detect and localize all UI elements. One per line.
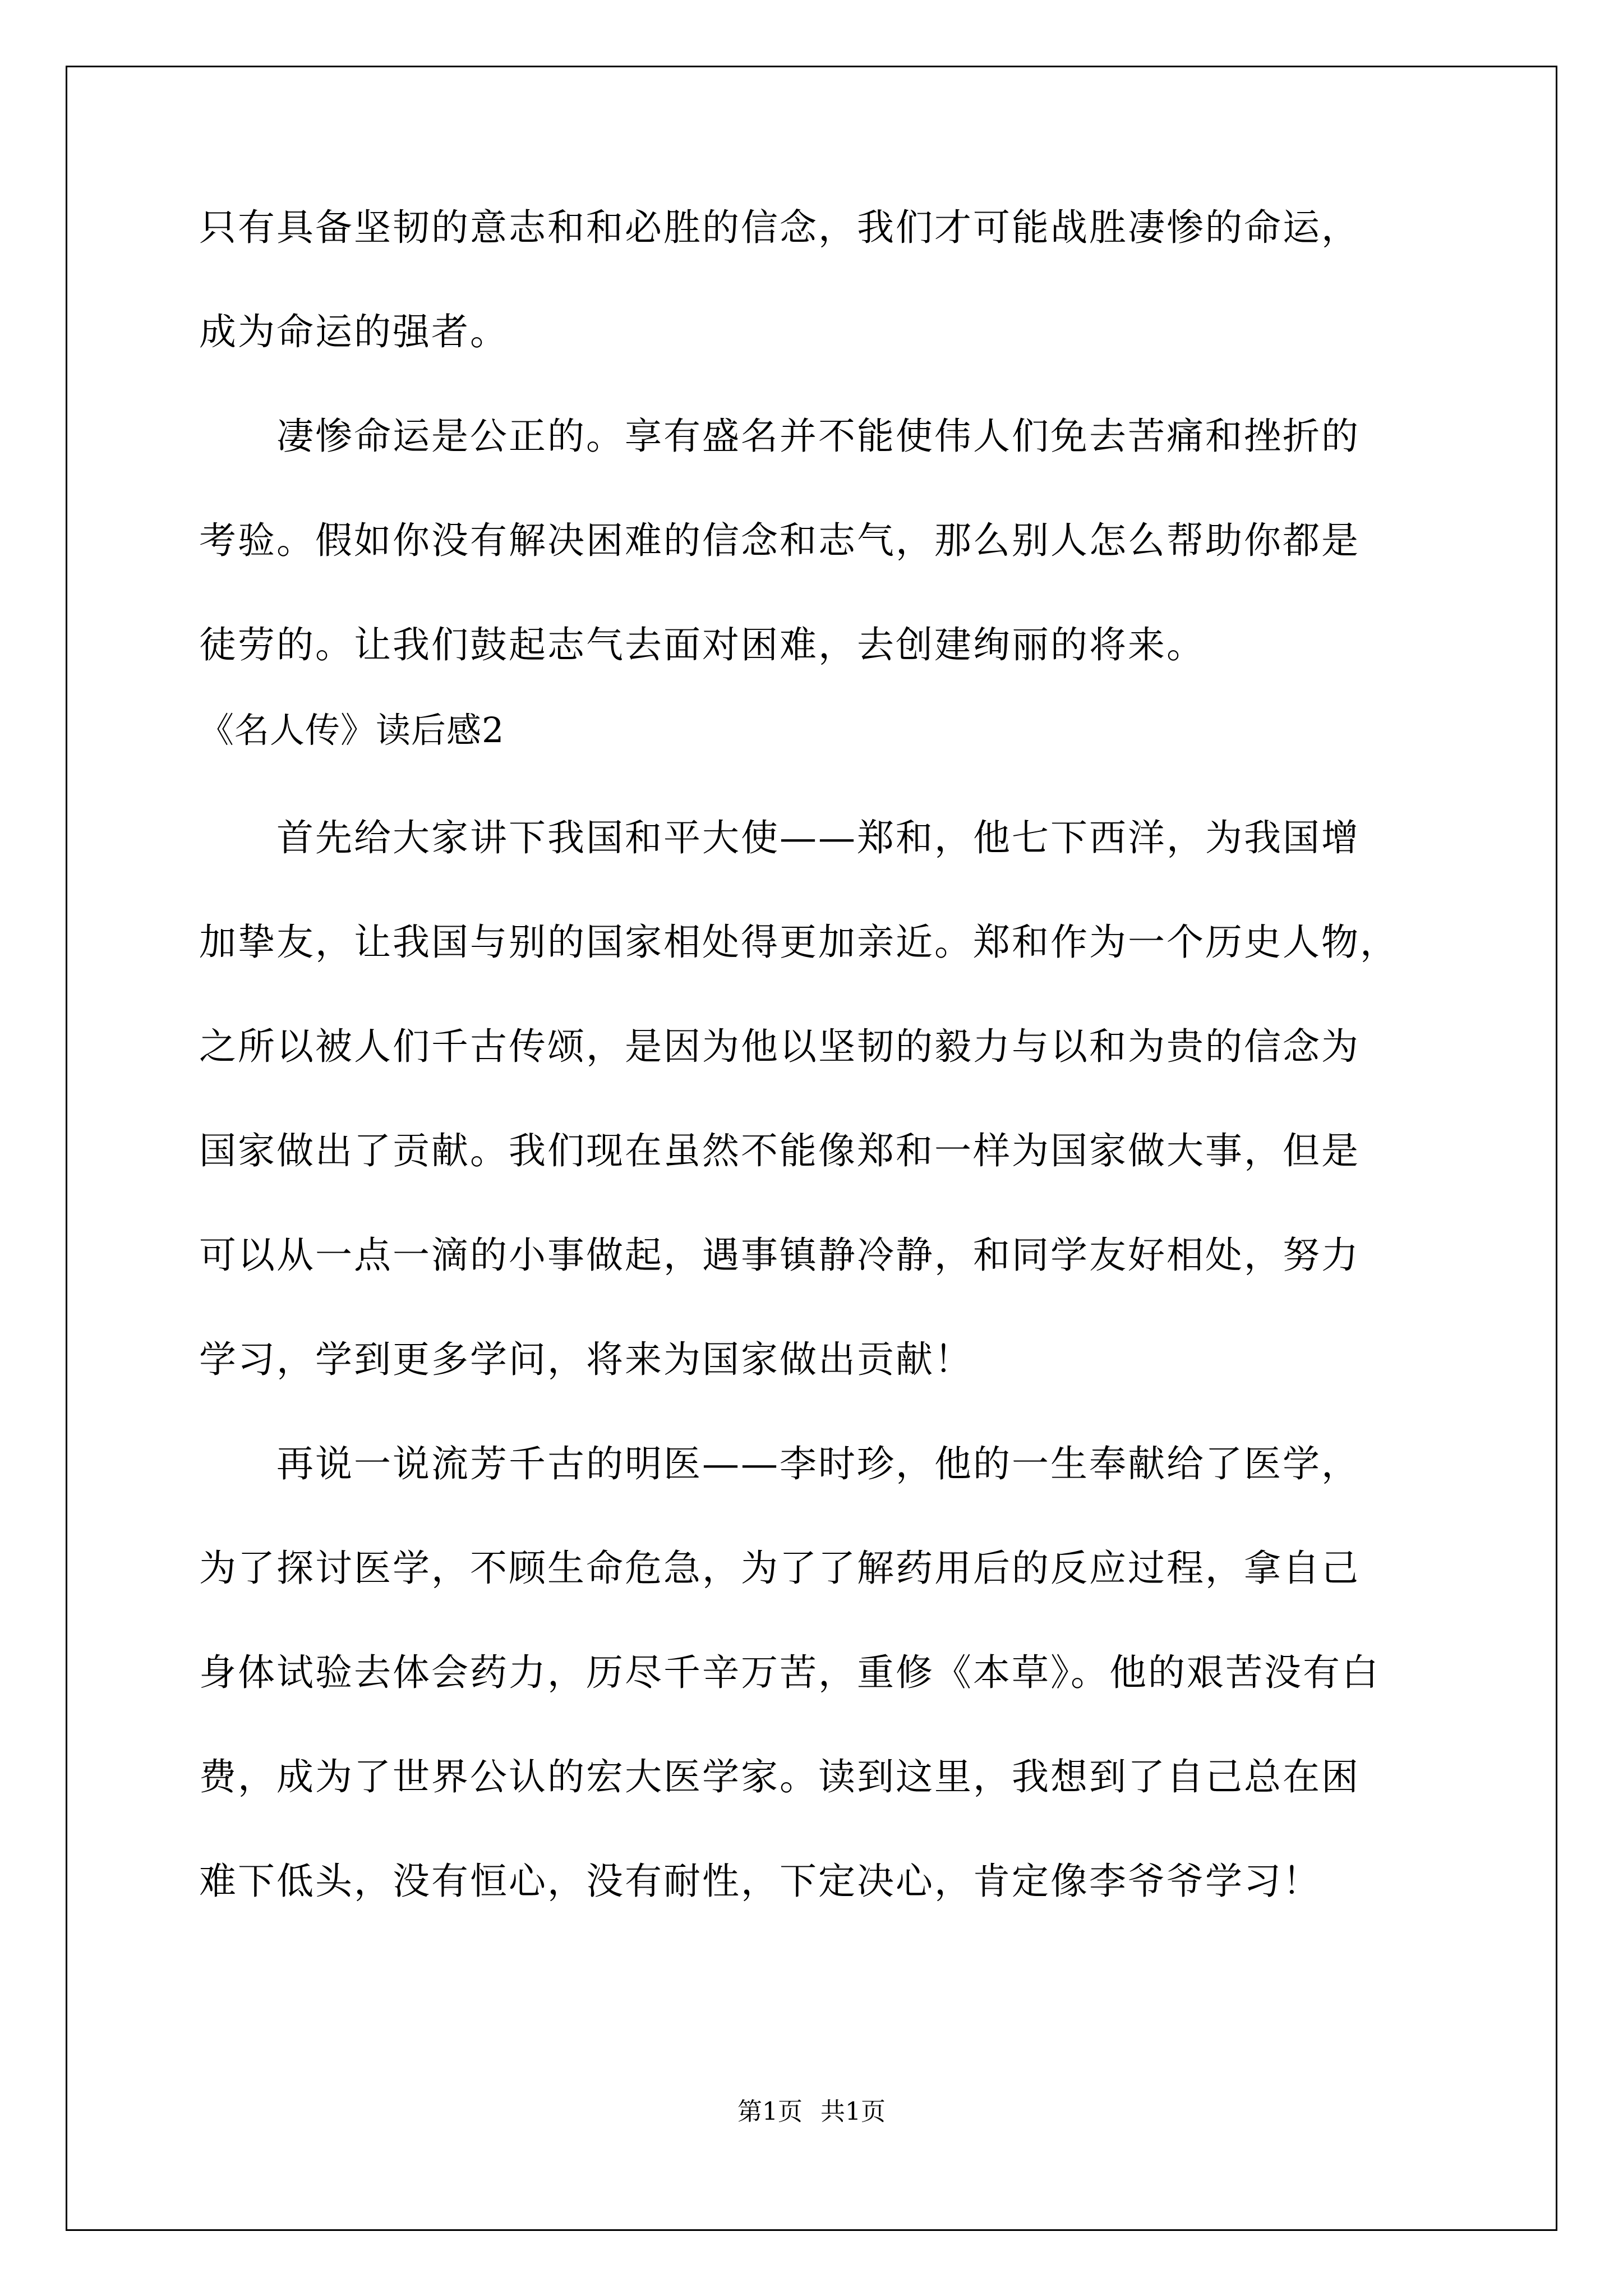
- paragraph-line: 之所以被人们千古传颂，是因为他以坚韧的毅力与以和为贵的信念为: [199, 1025, 1360, 1068]
- paragraph-line: 为了探讨医学，不顾生命危急，为了了解药用后的反应过程，拿自己: [199, 1547, 1360, 1590]
- paragraph-line: 徒劳的。让我们鼓起志气去面对困难，去创建绚丽的将来。: [199, 623, 1205, 666]
- section-heading: 《名人传》读后感2: [199, 710, 505, 751]
- paragraph-line: 凄惨命运是公正的。享有盛名并不能使伟人们免去苦痛和挫折的: [199, 415, 1360, 458]
- page-total: 共1页: [820, 2097, 886, 2126]
- paragraph-line: 首先给大家讲下我国和平大使——郑和，他七下西洋，为我国增: [199, 816, 1360, 859]
- page-number: 第1页: [737, 2097, 803, 2126]
- paragraph-line: 考验。假如你没有解决困难的信念和志气，那么别人怎么帮助你都是: [199, 519, 1360, 562]
- paragraph-line: 可以从一点一滴的小事做起，遇事镇静冷静，和同学友好相处，努力: [199, 1234, 1360, 1277]
- paragraph-line: 难下低头，没有恒心，没有耐性，下定决心，肯定像李爷爷学习！: [199, 1860, 1321, 1903]
- paragraph-line: 加挚友，让我国与别的国家相处得更加亲近。郑和作为一个历史人物，: [199, 921, 1399, 964]
- page-footer: [0, 2097, 1623, 2127]
- paragraph-line: 学习，学到更多学问，将来为国家做出贡献！: [199, 1338, 973, 1381]
- paragraph-line: 国家做出了贡献。我们现在虽然不能像郑和一样为国家做大事，但是: [199, 1129, 1360, 1172]
- paragraph-line: 身体试验去体会药力，历尽千辛万苦，重修《本草》。他的艰苦没有白: [199, 1651, 1380, 1694]
- paragraph-line: 只有具备坚韧的意志和和必胜的信念，我们才可能战胜凄惨的命运，: [199, 206, 1360, 249]
- paragraph-line: 再说一说流芳千古的明医——李时珍，他的一生奉献给了医学，: [199, 1442, 1360, 1485]
- paragraph-line: 费，成为了世界公认的宏大医学家。读到这里，我想到了自己总在困: [199, 1755, 1360, 1798]
- paragraph-line: 成为命运的强者。: [199, 310, 509, 353]
- document-body: [199, 205, 1433, 1904]
